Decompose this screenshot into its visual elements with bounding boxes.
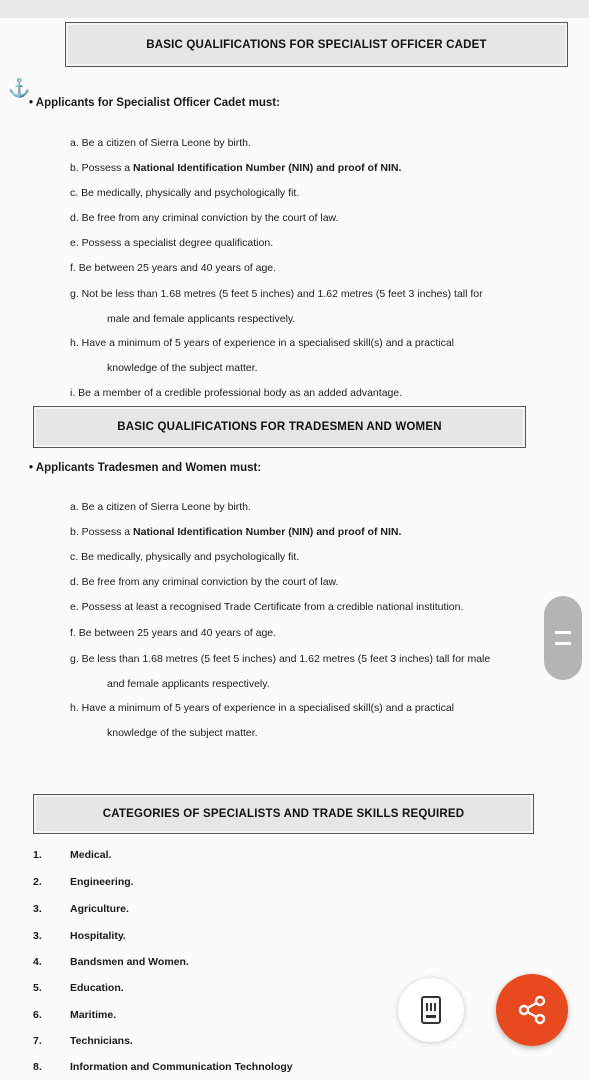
category-label: Hospitality. [70,930,126,942]
category-number: 7. [33,1035,42,1047]
requirement-text: e. Possess at least a recognised Trade Certificate from a credible national institution. [70,601,464,613]
requirement-bold-text: National Identification Number (NIN) and proof of NIN. [133,526,402,538]
category-label: Bandsmen and Women. [70,956,189,968]
category-number: 1. [33,849,42,861]
document-page [0,18,589,1080]
requirement-line [70,526,401,538]
category-number: 6. [33,1009,42,1021]
requirement-line [70,551,299,563]
requirement-line [70,187,299,199]
requirement-line [70,262,276,274]
requirement-text: f. Be between 25 years and 40 years of age. [70,262,277,274]
requirement-line [107,313,295,325]
requirement-text: i. Be a member of a credible professional body as an added advantage. [70,387,403,399]
requirement-line [70,387,402,399]
category-number: 8. [33,1061,42,1073]
section-title: CATEGORIES OF SPECIALISTS AND TRADE SKILLS REQUIRED [102,808,465,820]
requirement-line [70,501,251,513]
category-number: 3. [33,930,42,942]
requirement-line [70,627,276,639]
requirement-text: knowledge of the subject matter. [107,727,258,739]
share-icon [516,994,548,1026]
requirement-text: h. Have a minimum of 5 years of experience in a specialised skill(s) and a practical [70,337,455,349]
requirement-bold-text: National Identification Number (NIN) and proof of NIN. [133,162,402,174]
requirement-text: e. Possess a specialist degree qualification. [70,237,274,249]
requirement-text: b. Possess a [70,526,134,538]
requirement-line [70,576,338,588]
requirement-line [70,601,463,613]
section-header-categories [33,794,534,834]
scroll-handle-icon [555,631,571,645]
requirement-text: f. Be between 25 years and 40 years of age. [70,627,277,639]
anchor-icon: ⚓ [8,78,31,98]
category-number: 2. [33,876,42,888]
requirement-text: g. Not be less than 1.68 metres (5 feet 5 inches) and 1.62 metres (5 feet 3 inches) tall for [70,288,483,300]
category-label: Engineering. [70,876,134,888]
top-bar [0,0,589,18]
requirement-text: and female applicants respectively. [107,678,270,690]
category-number: 3. [33,903,42,915]
requirement-line [70,137,251,149]
category-label: Agriculture. [70,903,129,915]
category-label: Maritime. [70,1009,117,1021]
section-title: BASIC QUALIFICATIONS FOR TRADESMEN AND WOMEN [117,421,442,433]
requirement-text: a. Be a citizen of Sierra Leone by birth. [70,501,251,513]
category-label: Education. [70,982,124,994]
keyboard-icon [420,995,442,1025]
requirement-text: d. Be free from any criminal conviction by the court of law. [70,576,339,588]
requirement-line [70,653,490,665]
category-number: 5. [33,982,42,994]
keyboard-button[interactable] [398,978,464,1042]
requirement-text: d. Be free from any criminal conviction by the court of law. [70,212,339,224]
requirement-text: g. Be less than 1.68 metres (5 feet 5 inches) and 1.62 metres (5 feet 3 inches) tall for male [70,653,491,665]
category-label: Information and Communication Technology [70,1061,293,1073]
requirement-line [107,727,258,739]
section-header-tradesmen [33,406,526,448]
section-header-specialist-officer [65,22,568,67]
requirement-text: a. Be a citizen of Sierra Leone by birth. [70,137,251,149]
section-intro: • Applicants Tradesmen and Women must: [29,462,262,474]
section-intro: • Applicants for Specialist Officer Cadet must: [29,97,280,109]
requirement-text: male and female applicants respectively. [107,313,296,325]
requirement-text: c. Be medically, physically and psychologically fit. [70,187,300,199]
category-number: 4. [33,956,42,968]
requirement-line [70,337,454,349]
section-title: BASIC QUALIFICATIONS FOR SPECIALIST OFFICER CADET [146,38,487,51]
requirement-line [70,162,401,174]
requirement-text: b. Possess a [70,162,134,174]
share-button[interactable] [496,974,568,1046]
category-label: Technicians. [70,1035,133,1047]
category-label: Medical. [70,849,112,861]
requirement-line [107,678,270,690]
requirement-line [70,288,483,300]
scroll-handle[interactable] [544,596,582,680]
requirement-text: h. Have a minimum of 5 years of experience in a specialised skill(s) and a practical [70,702,455,714]
requirement-text: c. Be medically, physically and psychologically fit. [70,551,300,563]
requirement-text: knowledge of the subject matter. [107,362,258,374]
requirement-line [70,212,338,224]
requirement-line [70,237,273,249]
requirement-line [70,702,454,714]
requirement-line [107,362,258,374]
